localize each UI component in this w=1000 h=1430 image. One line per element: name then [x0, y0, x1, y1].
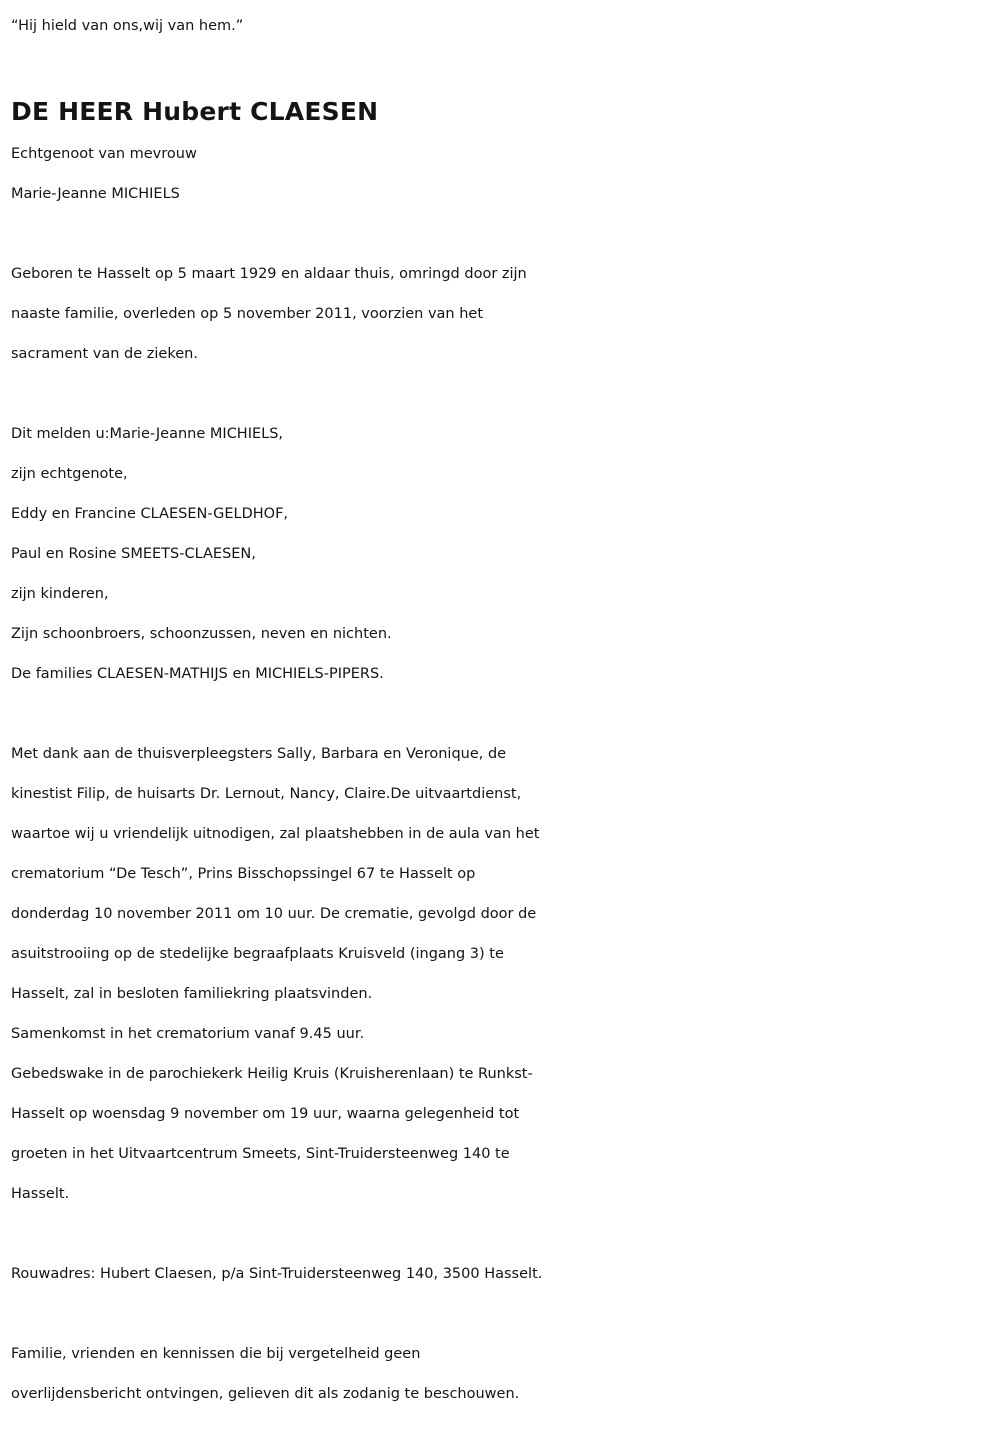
spouse-name: Marie-Jeanne MICHIELS	[11, 186, 180, 202]
announcer-line: Paul en Rosine SMEETS-CLAESEN,	[11, 546, 256, 562]
paragraph-line: kinestist Filip, de huisarts Dr. Lernout, Nancy, Claire.De uitvaartdienst,	[11, 786, 522, 802]
paragraph-line: groeten in het Uitvaartcentrum Smeets, Sint-Truidersteenweg 140 te	[11, 1146, 510, 1162]
paragraph-line: naaste familie, overleden op 5 november 2011, voorzien van het	[11, 306, 484, 322]
mourning-address: Rouwadres: Hubert Claesen, p/a Sint-Truidersteenweg 140, 3500 Hasselt.	[11, 1266, 543, 1282]
paragraph-line: Samenkomst in het crematorium vanaf 9.45 uur.	[11, 1026, 365, 1042]
paragraph-line: Geboren te Hasselt op 5 maart 1929 en aldaar thuis, omringd door zijn	[11, 266, 527, 282]
birth-death-paragraph	[11, 254, 996, 374]
announcer-line: Eddy en Francine CLAESEN-GELDHOF,	[11, 506, 289, 522]
memorial-quote: “Hij hield van ons,wij van hem.”	[11, 18, 244, 34]
paragraph-line: crematorium “De Tesch”, Prins Bisschopssingel 67 te Hasselt op	[11, 866, 476, 882]
paragraph-line: Hasselt, zal in besloten familiekring plaatsvinden.	[11, 986, 373, 1002]
paragraph-line: Gebedswake in de parochiekerk Heilig Kruis (Kruisherenlaan) te Runkst-	[11, 1066, 533, 1082]
spouse-block	[11, 134, 996, 214]
announcer-line: Zijn schoonbroers, schoonzussen, neven en nichten.	[11, 626, 392, 642]
announcer-line: zijn echtgenote,	[11, 466, 128, 482]
paragraph-line: asuitstrooiing op de stedelijke begraafplaats Kruisveld (ingang 3) te	[11, 946, 504, 962]
paragraph-line: Hasselt.	[11, 1186, 70, 1202]
announcers-list	[11, 414, 996, 694]
paragraph-line: overlijdensbericht ontvingen, gelieven dit als zodanig te beschouwen.	[11, 1386, 520, 1402]
paragraph-line: sacrament van de zieken.	[11, 346, 198, 362]
deceased-name-heading: DE HEER Hubert CLAESEN	[11, 97, 379, 126]
closing-paragraph	[11, 1334, 996, 1414]
paragraph-line: waartoe wij u vriendelijk uitnodigen, zal plaatshebben in de aula van het	[11, 826, 540, 842]
paragraph-line: Familie, vrienden en kennissen die bij vergetelheid geen	[11, 1346, 421, 1362]
announcer-line: De families CLAESEN-MATHIJS en MICHIELS-PIPERS.	[11, 666, 384, 682]
announcer-line: zijn kinderen,	[11, 586, 109, 602]
paragraph-line: donderdag 10 november 2011 om 10 uur. De crematie, gevolgd door de	[11, 906, 537, 922]
announcer-line: Dit melden u:Marie-Jeanne MICHIELS,	[11, 426, 284, 442]
spouse-line: Echtgenoot van mevrouw	[11, 146, 197, 162]
paragraph-line: Hasselt op woensdag 9 november om 19 uur, waarna gelegenheid tot	[11, 1106, 520, 1122]
service-paragraph	[11, 734, 996, 1214]
paragraph-line: Met dank aan de thuisverpleegsters Sally, Barbara en Veronique, de	[11, 746, 507, 762]
death-notice	[11, 0, 996, 1414]
